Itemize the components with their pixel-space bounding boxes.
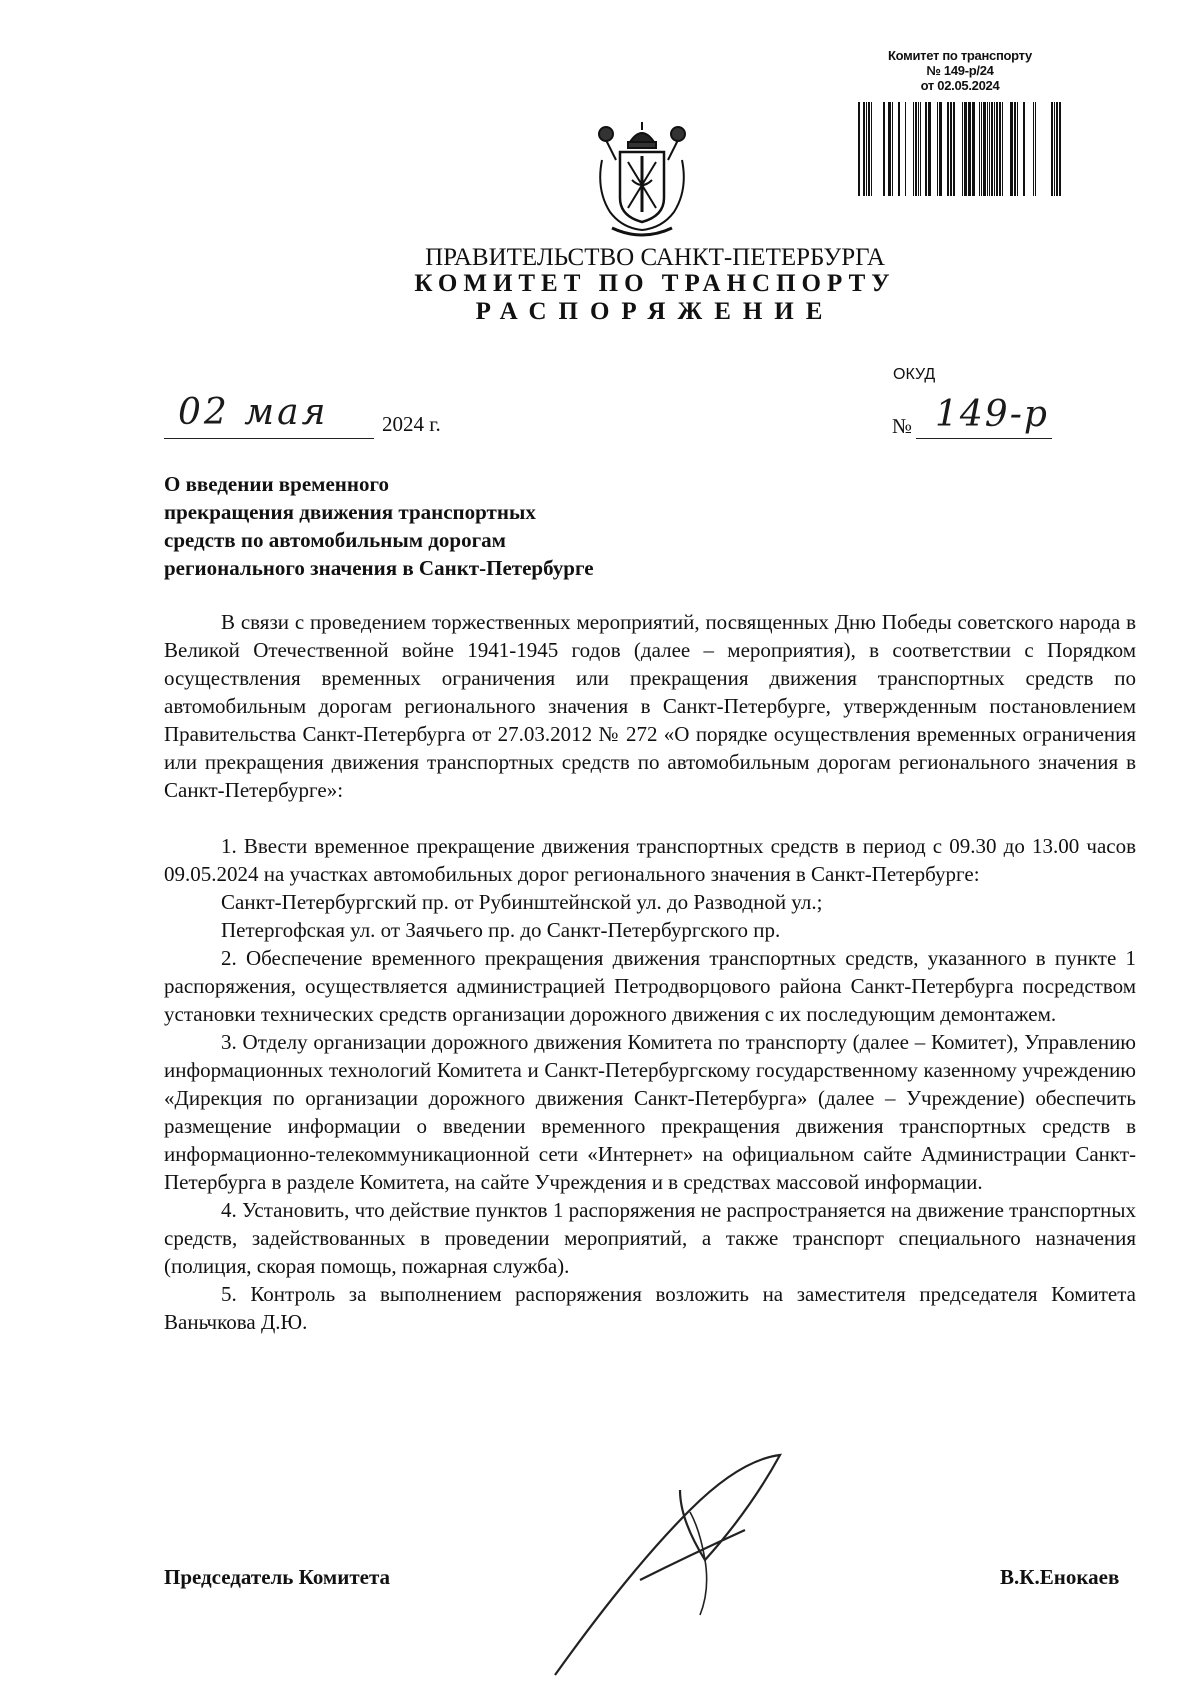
- barcode-bar: [968, 102, 971, 196]
- subject-line: средств по автомобильным дорогам: [164, 528, 506, 552]
- handwritten-signature: [540, 1450, 800, 1680]
- barcode-bar: [1033, 102, 1034, 196]
- barcode-bar: [996, 102, 998, 196]
- barcode-bar: [939, 102, 942, 196]
- barcode-bar: [866, 102, 867, 196]
- barcode-bar: [1054, 102, 1055, 196]
- document-body: [164, 608, 1136, 1336]
- barcode-bar: [947, 102, 949, 196]
- barcode-bar: [928, 102, 931, 196]
- barcode-bar: [987, 102, 988, 196]
- barcode-bar: [979, 102, 980, 196]
- barcode-bar: [925, 102, 927, 196]
- handwritten-number: 149-р: [935, 394, 1049, 435]
- barcode: [858, 102, 1064, 196]
- item-5-paragraph: 5. Контроль за выполнением распоряжения возложить на заместителя председателя Комитета Ваньчкова Д.Ю.: [164, 1282, 1136, 1334]
- number-label: №: [892, 414, 913, 438]
- barcode-bar: [994, 102, 995, 196]
- barcode-bar: [1059, 102, 1061, 196]
- stamp-committee: Комитет по транспорту: [888, 48, 1032, 63]
- barcode-bar: [1002, 102, 1003, 196]
- number-underline: [916, 438, 1052, 439]
- barcode-bar: [953, 102, 955, 196]
- barcode-bar: [981, 102, 982, 196]
- document-subject: [164, 470, 684, 582]
- barcode-bar: [964, 102, 967, 196]
- barcode-bar: [888, 102, 891, 196]
- item-4-paragraph: 4. Установить, что действие пунктов 1 распоряжения не распространяется на движение транспортных средств, задействованных в проведении мероприятий, а также транспорт специального назначения (полиция, скорая помощь, пожарная служба).: [164, 1198, 1136, 1278]
- handwritten-date: 02 мая: [178, 392, 329, 433]
- signatory-title: Председатель Комитета: [164, 1565, 391, 1589]
- item-1-paragraph: 1. Ввести временное прекращение движения транспортных средств в период с 09.30 до 13.00 часов 09.05.2024 на участках автомобильных дорог регионального значения в Санкт-Петербурге:: [164, 834, 1136, 886]
- barcode-bar: [991, 102, 993, 196]
- barcode-bar: [1051, 102, 1053, 196]
- barcode-bar: [918, 102, 919, 196]
- barcode-bar: [898, 102, 900, 196]
- item-3-paragraph: 3. Отделу организации дорожного движения Комитета по транспорту (далее – Комитет), Управлению информационных технологий Комитета и Санкт-Петербургскому государственному казенному учреждению «Дирекция по организации дорожного движения Санкт-Петербурга» (далее – Учреждение) обеспечить размещение информации о введении временного прекращения движения транспортных средств в информационно-телекоммуникационной сети «Интернет» на официальном сайте Администрации Санкт-Петербурга в разделе Комитета, на сайте Учреждения и в средствах массовой информации.: [164, 1030, 1136, 1194]
- barcode-bar: [999, 102, 1001, 196]
- subject-line: О введении временного: [164, 472, 389, 496]
- barcode-bar: [950, 102, 952, 196]
- date-year: 2024 г.: [382, 412, 441, 436]
- okud-label: ОКУД: [893, 366, 936, 383]
- preamble-paragraph: В связи с проведением торжественных мероприятий, посвященных Дню Победы советского народа в Великой Отечественной войне 1941-1945 годов (далее – мероприятия), в соответствии с Порядком осуществления временных ограничения или прекращения движения транспортных средств по автомобильным дорогам регионального значения в Санкт-Петербурге, утвержденным постановлением Правительства Санкт-Петербурга от 27.03.2012 № 272 «О порядке осуществления временных ограничения или прекращения движения транспортных средств по автомобильным дорогам регионального значения в Санкт-Петербурге»:: [164, 610, 1136, 802]
- barcode-bar: [989, 102, 990, 196]
- barcode-bar: [863, 102, 865, 196]
- barcode-bar: [905, 102, 906, 196]
- barcode-bar: [858, 102, 860, 196]
- signatory-name: В.К.Енокаев: [1000, 1565, 1120, 1589]
- stamp-date: от 02.05.2024: [920, 78, 1000, 93]
- barcode-bar: [883, 102, 885, 196]
- barcode-bar: [915, 102, 917, 196]
- barcode-bar: [1035, 102, 1036, 196]
- barcode-bar: [937, 102, 938, 196]
- barcode-bar: [920, 102, 921, 196]
- barcode-bar: [972, 102, 975, 196]
- subject-line: регионального значения в Санкт-Петербурге: [164, 556, 594, 580]
- barcode-bar: [1023, 102, 1025, 196]
- road-section-2: Петергофская ул. от Заячьего пр. до Санкт-Петербургского пр.: [221, 918, 781, 942]
- government-title: ПРАВИТЕЛЬСТВО САНКТ-ПЕТЕРБУРГА: [425, 244, 885, 271]
- registration-stamp: [855, 48, 1065, 93]
- barcode-bar: [892, 102, 893, 196]
- barcode-bar: [1017, 102, 1018, 196]
- barcode-bar: [1014, 102, 1016, 196]
- barcode-bar: [1056, 102, 1058, 196]
- date-underline: [164, 438, 374, 439]
- committee-title: КОМИТЕТ ПО ТРАНСПОРТУ: [414, 270, 896, 297]
- barcode-bar: [913, 102, 914, 196]
- barcode-bar: [868, 102, 870, 196]
- barcode-bar: [983, 102, 986, 196]
- stamp-number: № 149-р/24: [926, 63, 994, 78]
- road-section-1: Санкт-Петербургский пр. от Рубинштейнской ул. до Разводной ул.;: [221, 890, 823, 914]
- item-2-paragraph: 2. Обеспечение временного прекращения движения транспортных средств, указанного в пункте 1 распоряжения, осуществляется администрацией Петродворцового района Санкт-Петербурга посредством установки технических средств организации дорожного движения с их последующим демонтажем.: [164, 946, 1136, 1026]
- barcode-bar: [871, 102, 872, 196]
- subject-line: прекращения движения транспортных: [164, 500, 536, 524]
- barcode-bar: [1010, 102, 1013, 196]
- barcode-bar: [962, 102, 963, 196]
- document-type: РАСПОРЯЖЕНИЕ: [475, 298, 835, 325]
- coat-of-arms-emblem: [592, 120, 692, 242]
